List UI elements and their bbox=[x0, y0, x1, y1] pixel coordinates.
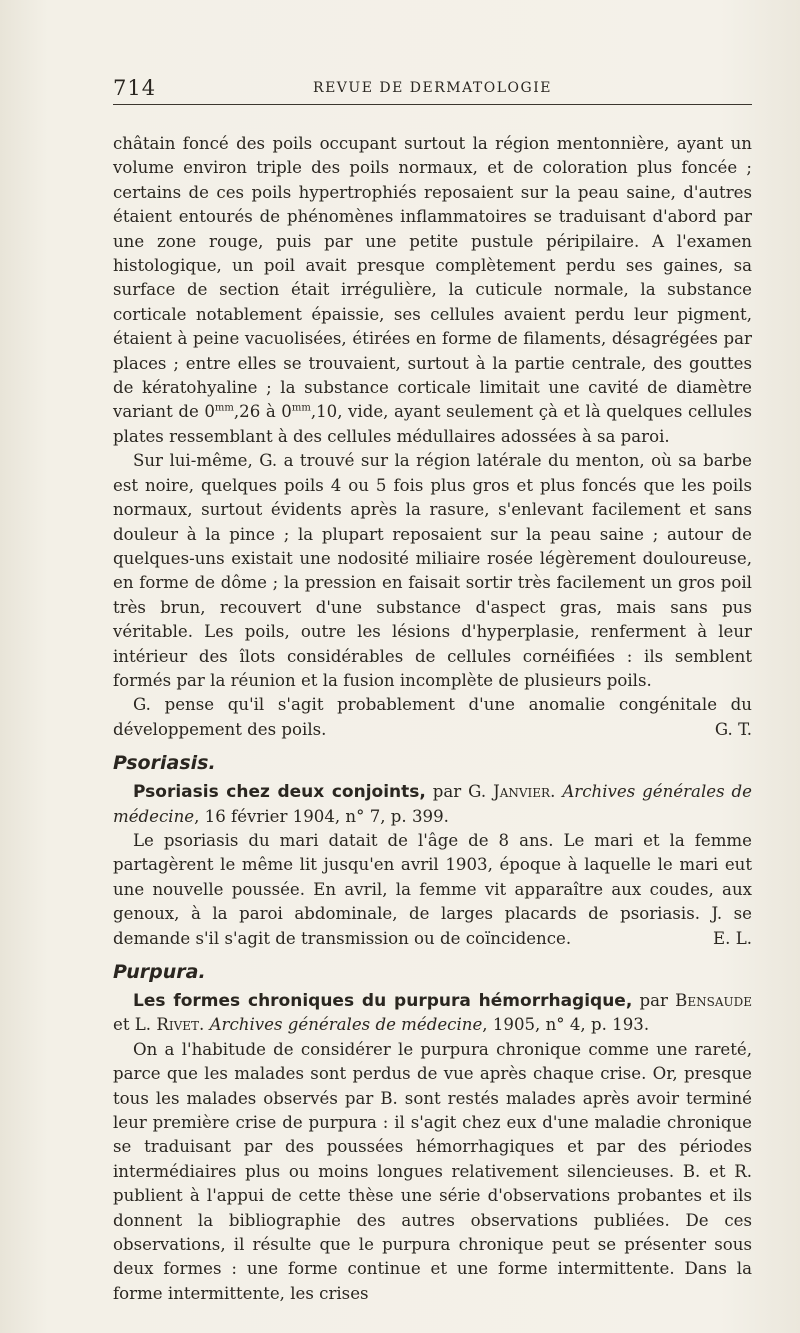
journal-name: Archives générales de médecine bbox=[209, 1015, 483, 1035]
article-citation-psoriasis bbox=[113, 780, 752, 829]
article-title: Les formes chroniques du purpura hémorrhagique, bbox=[133, 991, 633, 1011]
journal-title: REVUE DE DERMATOLOGIE bbox=[313, 80, 552, 96]
paragraph-self-observation: Sur lui-même, G. a trouvé sur la région latérale du menton, où sa barbe est noire, quelques poils 4 ou 5 fois plus gros et plus foncés que les poils normaux, surtout évidents après la rasure, s'enlevant facilement et sans douleur à la pince ; la plupart reposaient sur la peau saine ; autour de quelques-uns existait une nodosité miliaire rosée légèrement douloureuse, en forme de dôme ; la pression en faisait sortir très facilement un gros poil très brun, recouvert d'une substance d'aspect gras, mais sans pus véritable. Les poils, outre les lésions d'hyperplasie, renferment à leur intérieur des îlots considérables de cellules cornéifiées : ils semblent formés par la réunion et la fusion incomplète de plusieurs poils. bbox=[113, 451, 752, 690]
signature: G. T. bbox=[714, 719, 752, 739]
page-body bbox=[113, 132, 752, 1306]
continuation-paragraph bbox=[113, 132, 752, 449]
page-number: 714 bbox=[113, 76, 157, 100]
paragraph-conclusion bbox=[113, 693, 752, 742]
citation-details: , 16 février 1904, n° 7, p. 399. bbox=[194, 806, 449, 826]
byline-pre: par bbox=[632, 991, 676, 1010]
paragraph-psoriasis bbox=[113, 829, 752, 951]
byline-post: . bbox=[550, 782, 563, 802]
dimension-2: ,10 bbox=[310, 402, 338, 422]
byline-mid: et L. bbox=[113, 1015, 157, 1035]
unit-superscript: mm bbox=[214, 402, 234, 414]
author-name: Janvier bbox=[493, 782, 551, 802]
author-name-2: Rivet bbox=[156, 1015, 200, 1035]
article-title: Psoriasis chez deux conjoints, bbox=[133, 782, 426, 803]
journal-name: Archives générales de médecine bbox=[113, 782, 752, 826]
dimension-1: ,26 bbox=[233, 402, 261, 422]
section-heading-purpura: Purpura. bbox=[113, 961, 206, 983]
running-head bbox=[113, 74, 752, 105]
byline-pre: par G. bbox=[425, 782, 494, 802]
citation-details: , 1905, n° 4, p. 193. bbox=[482, 1015, 650, 1035]
psoriasis-body: Le psoriasis du mari datait de l'âge de 8 ans. Le mari et la femme partagèrent le même lit jusqu'en avril 1903, époque à laquelle le mari eut une nouvelle poussée. En avril, la femme vit apparaître aux coudes, aux genoux, à la paroi abdominale, de larges placards de psoriasis. J. se demande s'il s'agit de transmission ou de coïncidence. bbox=[113, 830, 752, 948]
article-citation-purpura bbox=[113, 989, 752, 1038]
author-name: Bensaude bbox=[675, 991, 752, 1010]
conclusion-text: G. pense qu'il s'agit probablement d'une anomalie congénitale du développement des poils. bbox=[113, 695, 752, 739]
section-heading-psoriasis: Psoriasis. bbox=[113, 752, 216, 775]
continuation-text-after: , vide, ayant seulement çà et là quelques cellules plates ressemblant à des cellules médullaires adossées à sa paroi. bbox=[113, 402, 752, 446]
byline-post: . bbox=[199, 1015, 210, 1035]
paragraph-purpura: On a l'habitude de considérer le purpura chronique comme une rareté, parce que les malades sont perdus de vue après chaque crise. Or, presque tous les malades observés par B. sont restés malades après avoir terminé leur première crise de purpura : il s'agit chez eux d'une maladie chronique se traduisant par des poussées hémorrhagiques et par des périodes intermédiaires plus ou moins longues relativement silencieuses. B. et R. publient à l'appui de cette thèse une série d'observations probantes et ils donnent la bibliographie des autres observations publiées. De ces observations, il résulte que le purpura chronique peut se présenter sous deux formes : une forme continue et une forme intermittente. Dans la forme intermittente, les crises bbox=[113, 1039, 752, 1303]
unit-superscript-2: mm bbox=[291, 402, 311, 414]
signature: E. L. bbox=[713, 928, 752, 948]
dimension-mid: à 0 bbox=[260, 402, 292, 422]
continuation-text: châtain foncé des poils occupant surtout la région mentonnière, ayant un volume environ triple des poils normaux, et de coloration plus foncée ; certains de ces poils hypertrophiés reposaient sur la peau saine, d'autres étaient entourés de phénomènes inflammatoires se traduisant d'abord par une zone rouge, puis par une petite pustule péripilaire. A l'examen histologique, un poil avait presque complètement perdu ses gaines, sa surface de section était irrégulière, la cuticule normale, la substance corticale notablement épaissie, ses cellules avaient perdu leur pigment, étaient à peine vacuolisées, étirées en forme de filaments, désagrégées par places ; entre elles se trouvaient, surtout à la partie centrale, des gouttes de kératohyaline ; la substance corticale limitait une cavité de diamètre variant de 0 bbox=[113, 134, 752, 422]
